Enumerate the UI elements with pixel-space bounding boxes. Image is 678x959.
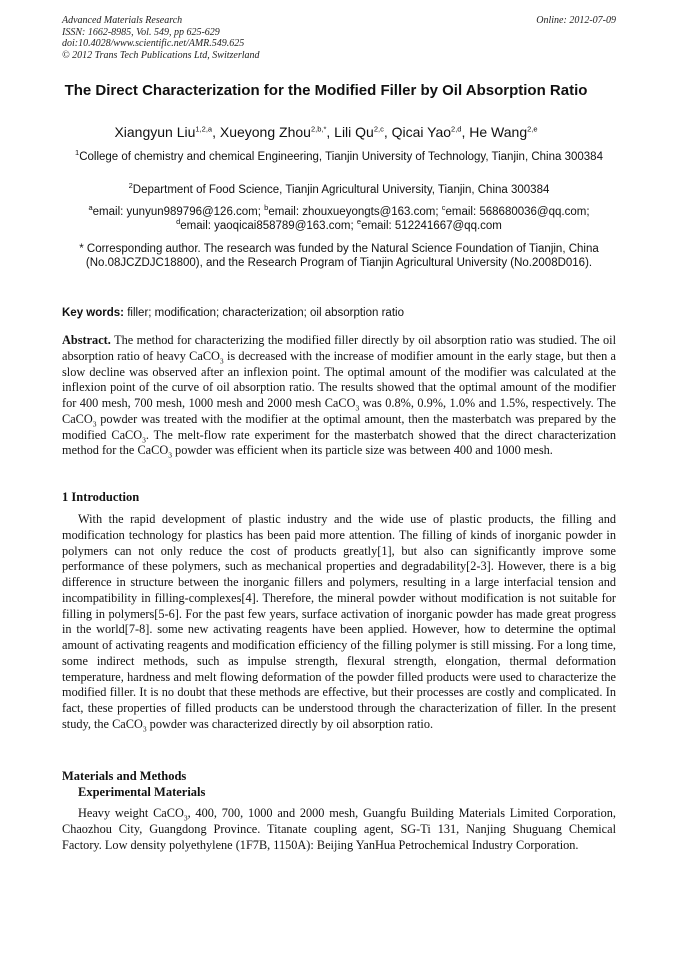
author-name: He Wang [469, 124, 528, 140]
author-name: Qicai Yao [391, 124, 452, 140]
author-affiliation: 2,c [373, 124, 384, 134]
abstract: Abstract. The method for characterizing the modified filler directly by oil absorption ratio was studied. The oil absorption ratio of heavy CaCO$_3$ is decreased with the increase of modifier amount in the early stage, but then a slow decline was observed after an inflexion point. The optimal amount of the modifier was calculated at the inflexion point of the curve of oil absorption ratio. The results showed that the optimal amount of the modifier for 400 mesh, 700 mesh, 1000 mesh and 2000 mesh CaCO$_3$ was 0.8%, 0.9%, 1.0% and 1.5%, respectively. The CaCO$_3$ powder was treated with the modifier at the optimal amount, then the masterbatch was prepared by the modified CaCO$_3$. The melt-flow rate experiment for the masterbatch showed that the direct characterization method for the CaCO$_3$ powder was efficient when its particle size was between 400 and 1000 mesh. [62, 333, 617, 460]
author-name: Xiangyun Liu [114, 124, 196, 140]
author-affiliation: 2,d [451, 124, 462, 134]
materials-paragraph: Heavy weight CaCO$_3$, 400, 700, 1000 and 2000 mesh, Guangfu Building Materials Limited Corporation, Chaozhou City, Guangdong Province. Titanate coupling agent, SG-Ti 131, Nanjing Shuguang Chemical Factory. Low density polyethylene (1F7B, 1150A): Beijing YanHua Petrochemical Industry Corporation. [62, 806, 616, 852]
author-affiliation: 2,e [527, 124, 538, 134]
corresponding-note: * Corresponding author. The research was funded by the Natural Science Foundation of Tianjin, China (No.08JCZDJC18800), and the Research Program of Tianjin Agricultural University (No.2008D016). [79, 243, 599, 269]
keywords-label: Key words: [62, 307, 124, 319]
affiliation-2: $^2$Department of Food Science, Tianjin Agricultural University, Tianjin, China 300384 [128, 181, 550, 196]
section-heading-introduction: 1 Introduction [62, 490, 140, 504]
author-name: Lili Qu [334, 124, 374, 140]
email-d: email: yaoqicai858789@163.com; [180, 219, 357, 232]
copyright: © 2012 Trans Tech Publications Ltd, Switzerland [62, 49, 260, 61]
subsection-heading-materials: Experimental Materials [78, 785, 206, 799]
email-e: email: 512241667@qq.com [361, 219, 502, 232]
author-affiliation: 1,2,a [195, 124, 213, 134]
introduction-paragraph: With the rapid development of plastic industry and the wide use of plastic products, the filling and modification technology for plastics has been paid more attention. The filling of kinds of inorganic powder in polymers can not only reduce the cost of products greatly[1], but also can significantly improve some performance of these polymers, such as mechanical properties and degradability[2-3]. However, there is a big difference in structure between the inorganic fillers and polymers, resulting in a large interfacial tension and incompatibility in filling-complexes[4]. Therefore, the mineral powder without modification is not suitable for filling in polymers[5-6]. For the past few years, surface activation of inorganic powder has made great progress in the world[7-8]. some new activating reagents have been applied. However, how to determine the optimal amount of activating reagents and modification efficiency of the filling polymer is still missing. For a long time, some indirect methods, such as impulse strength, flexural strength, elongation, thermal deformation temperature, hardness and melt flowing deformation of the powder filled products were used to characterize the modified filler. It is no doubt that these methods are effective, but their processes are costly and complicated. In fact, these properties of filled products can be understood through the characterization of filler. In the present study, the CaCO$_3$ powder was characterized directly by oil absorption ratio. [62, 512, 616, 734]
doi: doi:10.4028/www.scientific.net/AMR.549.625 [62, 38, 245, 49]
author-affiliation: 2,b,* [310, 124, 327, 134]
abstract-label: Abstract. [62, 333, 111, 347]
email-list: $^a$email: yunyun989796@126.com; $^b$email: zhouxueyongts@163.com; $^c$email: 568680036@qq.com; $^d$email: yaoqicai858789@163.com; $^e$email: 512241667@qq.com [88, 203, 590, 232]
issn: ISSN: 1662-8985, Vol. 549, pp 625-629 [62, 26, 220, 38]
author-list: Xiangyun Liu$^{1,2,a}$, Xueyong Zhou$^{2,b,*}$, Lili Qu$^{2,c}$, Qicai Yao$^{2,d}$, He Wang$^{2,e}$ [114, 124, 538, 140]
email-a: email: yunyun989796@126.com; [92, 206, 265, 218]
online-date: Online: 2012-07-09 [536, 15, 616, 26]
journal-name: Advanced Materials Research [62, 15, 183, 26]
email-c: email: 568680036@qq.com; [445, 206, 590, 218]
keywords-text: filler; modification; characterization; oil absorption ratio [124, 307, 404, 319]
author-name: Xueyong Zhou [219, 124, 311, 140]
keywords [62, 306, 616, 320]
affiliation-1: $^1$College of chemistry and chemical Engineering, Tianjin University of Technology, Tianjin, China 300384 [75, 148, 603, 163]
section-heading-methods: Materials and Methods [62, 769, 187, 783]
email-b: email: zhouxueyongts@163.com; [268, 206, 442, 218]
journal-header [62, 15, 616, 61]
paper-title: The Direct Characterization for the Modified Filler by Oil Absorption Ratio [64, 82, 588, 99]
